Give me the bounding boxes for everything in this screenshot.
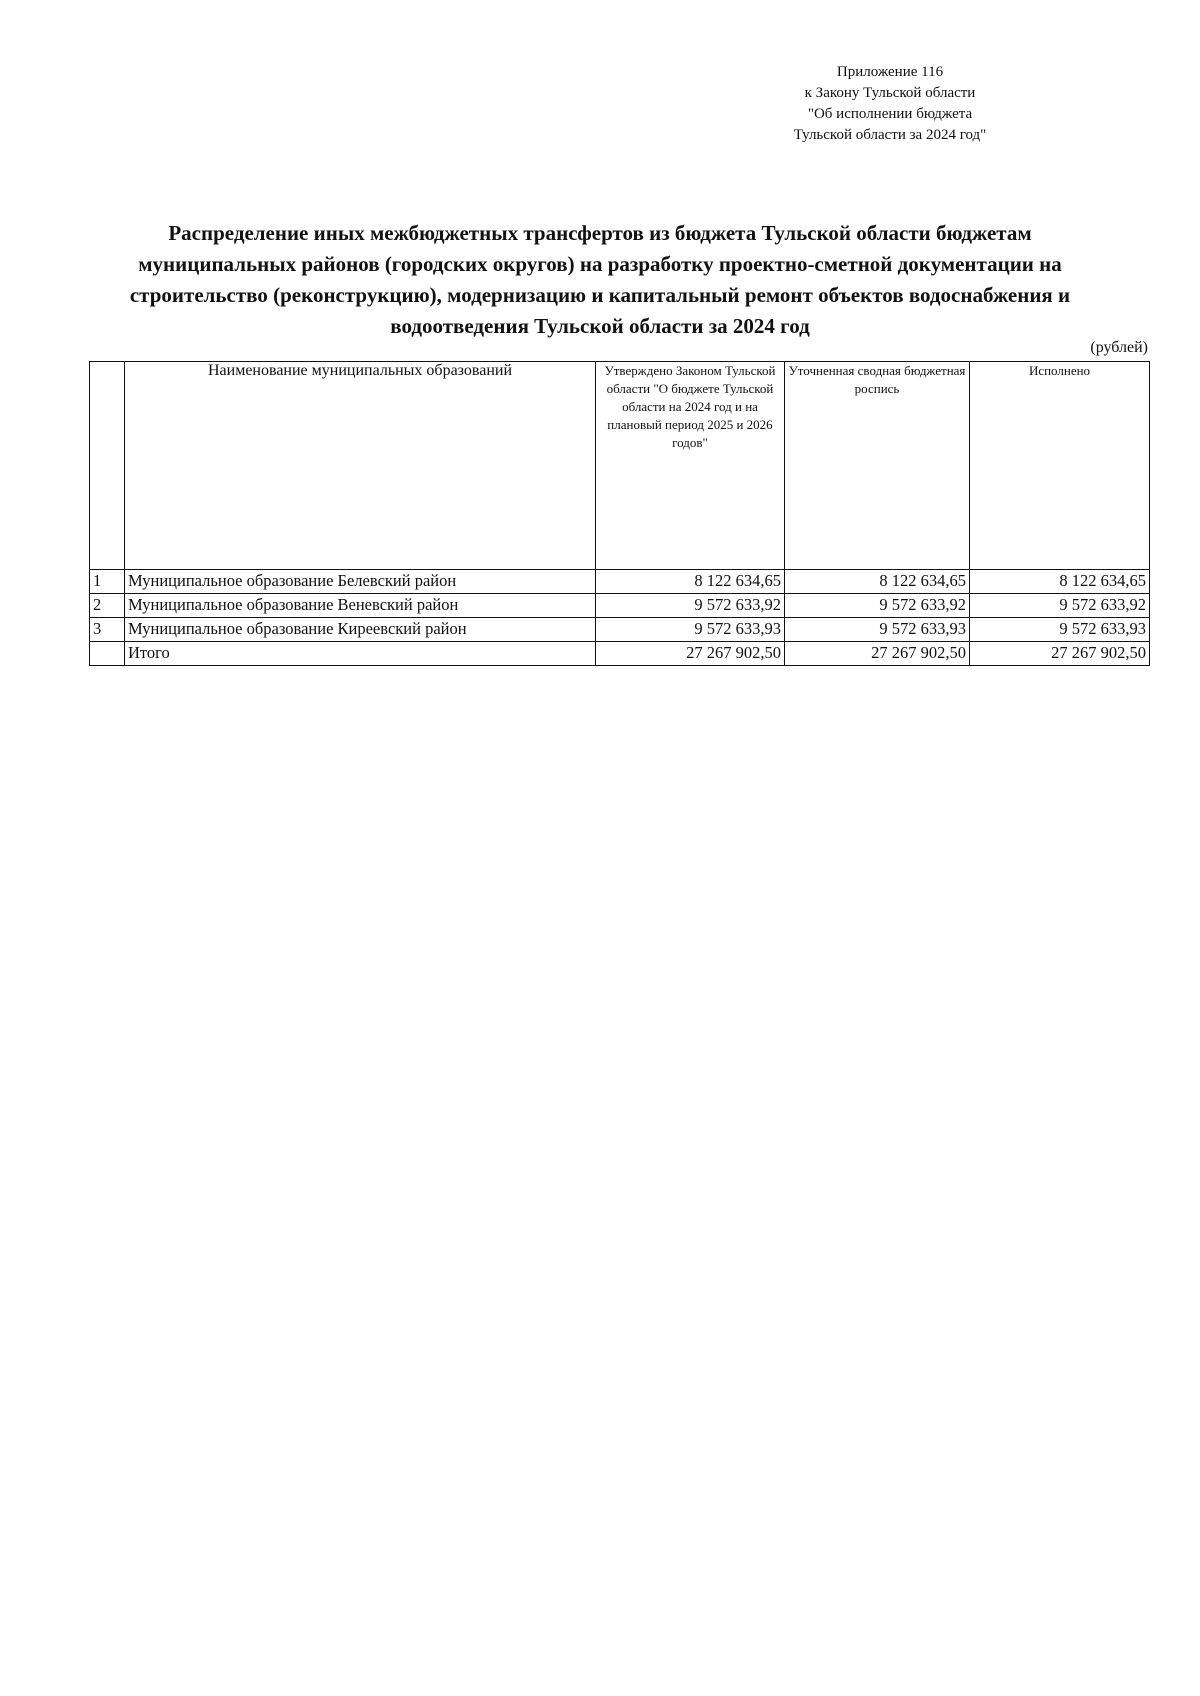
row-refined: 8 122 634,65 [785,570,970,594]
table-row [90,570,1150,594]
row-name: Муниципальное образование Киреевский район [125,618,596,642]
appendix-line-4: Тульской области за 2024 год" [793,127,987,143]
table-row [90,594,1150,618]
budget-table [89,361,1150,666]
appendix-note [740,62,1040,146]
table-total-row [90,642,1150,666]
header-name: Наименование муниципальных образований [125,362,596,570]
row-name: Муниципальное образование Белевский район [125,570,596,594]
table-row [90,618,1150,642]
row-executed: 9 572 633,92 [970,594,1150,618]
header-refined: Уточненная сводная бюджетная роспись [785,362,970,570]
appendix-line-2: к Закону Тульской области [804,85,976,101]
header-num [90,362,125,570]
row-approved: 9 572 633,92 [596,594,785,618]
total-num [90,642,125,666]
row-num: 1 [90,570,125,594]
appendix-line-3: "Об исполнении бюджета [807,106,973,122]
units-label: (рублей) [1090,339,1148,356]
total-executed: 27 267 902,50 [970,642,1150,666]
row-executed: 8 122 634,65 [970,570,1150,594]
row-num: 2 [90,594,125,618]
total-label: Итого [125,642,596,666]
total-approved: 27 267 902,50 [596,642,785,666]
table-header-row [90,362,1150,570]
row-name: Муниципальное образование Веневский район [125,594,596,618]
appendix-line-1: Приложение 116 [836,64,944,80]
row-refined: 9 572 633,93 [785,618,970,642]
row-approved: 9 572 633,93 [596,618,785,642]
header-approved: Утверждено Законом Тульской области "О бюджете Тульской области на 2024 год и на плановый период 2025 и 2026 годов" [596,362,785,570]
row-refined: 9 572 633,92 [785,594,970,618]
document-title: Распределение иных межбюджетных трансфертов из бюджета Тульской области бюджетам муниципальных районов (городских округов) на разработку проектно-сметной документации на строительство (реконструкцию), модернизацию и капитальный ремонт объектов водоснабжения и водоотведения Тульской области за 2024 год [129,221,1071,338]
total-refined: 27 267 902,50 [785,642,970,666]
row-executed: 9 572 633,93 [970,618,1150,642]
row-approved: 8 122 634,65 [596,570,785,594]
header-executed: Исполнено [970,362,1150,570]
row-num: 3 [90,618,125,642]
